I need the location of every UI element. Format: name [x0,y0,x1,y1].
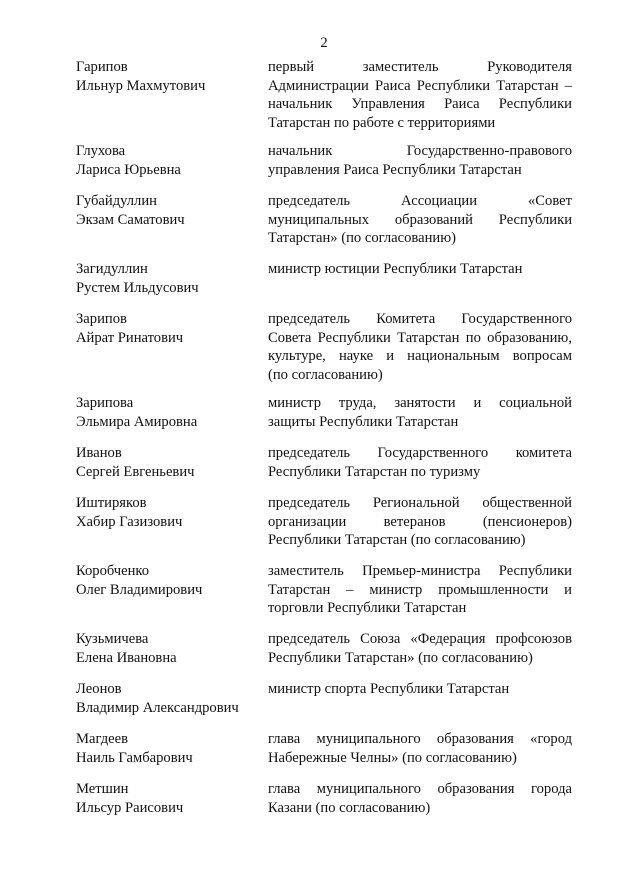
position-line: Республики Татарстан (по согласованию) [268,532,526,549]
member-surname: Зарипов [76,311,127,327]
position-line: управления Раиса Республики Татарстан [268,161,522,178]
position-line: глава муниципального образования города [268,781,572,797]
position-line: Татарстан по работе с территориями [268,114,496,131]
member-position [268,444,572,481]
member-given-names: Олег Владимирович [76,581,203,598]
member-given-names: Сергей Евгеньевич [76,463,195,480]
member-given-names: Ильнур Махмутович [76,77,206,94]
position-line: министр спорта Республики Татарстан [268,681,510,697]
member-given-names: Экзам Саматович [76,211,185,228]
member-position [268,142,572,179]
position-line: организации ветеранов (пенсионеров) [268,513,572,530]
position-line: муниципальных образований Республики [268,211,572,228]
position-line: первый заместитель Руководителя [268,59,572,75]
position-line: культуре, науке и национальным вопросам [268,348,572,365]
member-name [76,562,261,599]
member-surname: Глухова [76,143,126,159]
position-line: начальник Государственно-правового [268,143,572,159]
position-line: министр труда, занятости и социальной [268,395,572,411]
position-line: министр юстиции Республики Татарстан [268,261,523,277]
member-name [76,444,261,481]
position-line: председатель Региональной общественной [268,495,572,511]
member-name [76,494,261,531]
position-line: Татарстан» (по согласованию) [268,230,456,247]
page-number: 2 [320,35,328,51]
member-surname: Губайдуллин [76,193,157,209]
position-line: председатель Государственного комитета [268,445,572,461]
member-position [268,562,572,618]
position-line: Совета Республики Татарстан по образованию, [268,329,572,346]
member-name [76,630,261,667]
member-surname: Гарипов [76,59,128,75]
position-line: (по согласованию) [268,366,383,383]
member-given-names: Ильсур Раисович [76,799,184,816]
position-line: Республики Татарстан» (по согласованию) [268,649,533,666]
member-position [268,260,572,279]
member-position [268,58,572,132]
member-name [76,142,261,179]
position-line: Набережные Челны» (по согласованию) [268,749,517,766]
position-line: председатель Ассоциации «Совет [268,193,572,209]
position-line: Татарстан – министр промышленности и [268,581,572,598]
member-name [76,780,261,817]
member-given-names: Наиль Гамбарович [76,749,193,766]
member-surname: Иванов [76,445,122,461]
member-given-names: Лариса Юрьевна [76,161,181,178]
position-line: председатель Комитета Государственного [268,311,572,327]
position-line: председатель Союза «Федерация профсоюзов [268,631,572,647]
member-name [76,192,261,229]
member-name [76,310,261,347]
member-position [268,192,572,248]
member-name [76,730,261,767]
member-surname: Загидуллин [76,261,148,277]
member-surname: Коробченко [76,563,150,579]
member-position [268,680,572,699]
member-surname: Магдеев [76,731,128,747]
member-position [268,494,572,550]
member-surname: Зарипова [76,395,134,411]
member-given-names: Елена Ивановна [76,649,177,666]
member-surname: Кузьмичева [76,631,149,647]
position-line: Администрации Раиса Республики Татарстан – [268,77,572,94]
member-name [76,394,261,431]
member-given-names: Эльмира Амировна [76,413,198,430]
position-line: Республики Татарстан по туризму [268,463,481,480]
member-position [268,780,572,817]
position-line: торговли Республики Татарстан [268,600,467,617]
member-given-names: Рустем Ильдусович [76,279,199,296]
member-position [268,630,572,667]
member-position [268,310,572,384]
position-line: защиты Республики Татарстан [268,413,459,430]
position-line: начальник Управления Раиса Республики [268,96,572,113]
member-given-names: Владимир Александрович [76,699,239,716]
position-line: заместитель Премьер-министра Республики [268,563,572,579]
member-surname: Леонов [76,681,122,697]
member-surname: Метшин [76,781,129,797]
member-name [76,260,261,297]
member-surname: Иштиряков [76,495,147,511]
member-position [268,394,572,431]
member-given-names: Айрат Ринатович [76,329,184,346]
position-line: Казани (по согласованию) [268,799,431,816]
member-name [76,680,261,717]
member-name [76,58,261,95]
member-given-names: Хабир Газизович [76,513,183,530]
member-position [268,730,572,767]
position-line: глава муниципального образования «город [268,731,572,747]
